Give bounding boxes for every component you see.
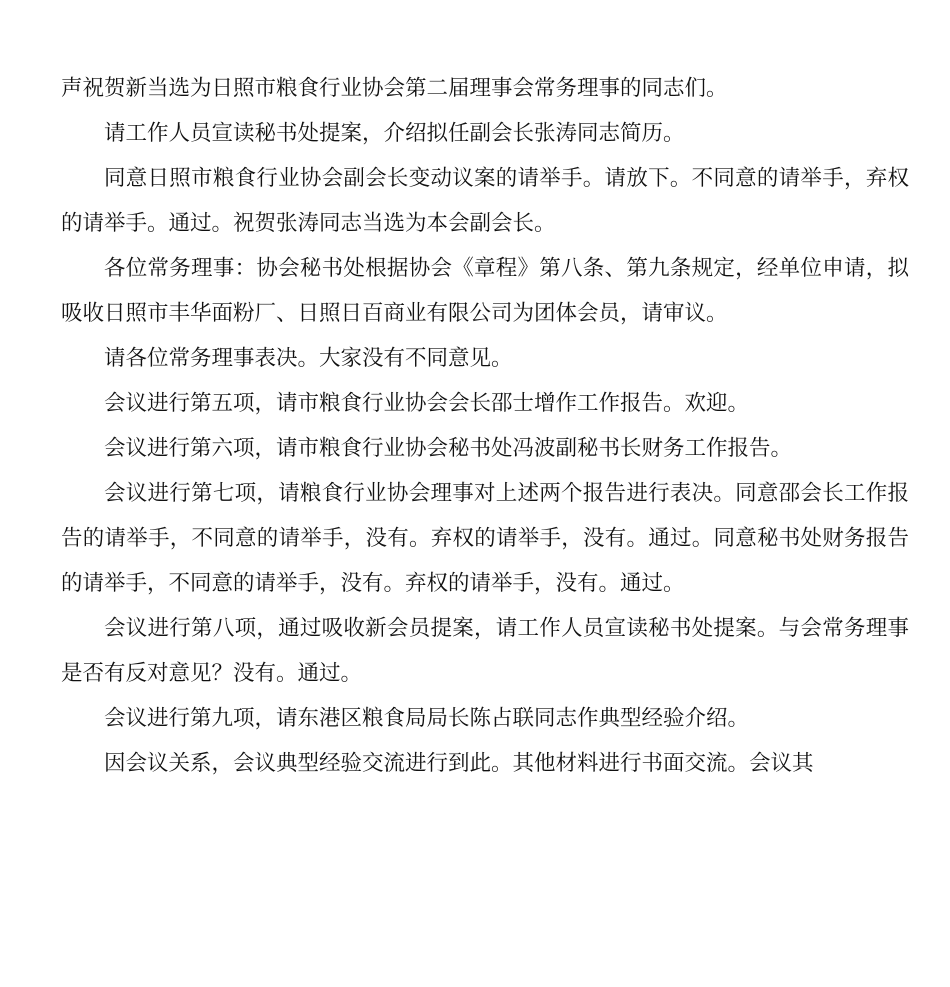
paragraph-7: 会议进行第六项，请市粮食行业协会秘书处冯波副秘书长财务工作报告。 [104, 436, 793, 461]
paragraph-3: 同意日照市粮食行业协会副会长变动议案的请举手。请放下。不同意的请举手，弃权的请举手。通过。祝贺张涛同志当选为本会副会长。 [61, 166, 909, 236]
paragraph-9: 会议进行第八项，通过吸收新会员提案，请工作人员宣读秘书处提案。与会常务理事是否有反对意见？没有。通过。 [61, 616, 909, 686]
paragraph-5: 请各位常务理事表决。大家没有不同意见。 [104, 346, 513, 371]
paragraph-2: 请工作人员宣读秘书处提案，介绍拟任副会长张涛同志简历。 [104, 121, 685, 146]
document-body [61, 66, 909, 786]
paragraph-6: 会议进行第五项，请市粮食行业协会会长邵士增作工作报告。欢迎。 [104, 391, 750, 416]
paragraph-8: 会议进行第七项，请粮食行业协会理事对上述两个报告进行表决。同意邵会长工作报告的请举手，不同意的请举手，没有。弃权的请举手，没有。通过。同意秘书处财务报告的请举手，不同意的请举手，没有。弃权的请举手，没有。通过。 [61, 481, 909, 596]
paragraph-11: 因会议关系，会议典型经验交流进行到此。其他材料进行书面交流。会议其 [104, 751, 814, 776]
paragraph-1: 声祝贺新当选为日照市粮食行业协会第二届理事会常务理事的同志们。 [61, 76, 728, 101]
paragraph-10: 会议进行第九项，请东港区粮食局局长陈占联同志作典型经验介绍。 [104, 706, 750, 731]
paragraph-4: 各位常务理事：协会秘书处根据协会《章程》第八条、第九条规定，经单位申请，拟吸收日照市丰华面粉厂、日照日百商业有限公司为团体会员，请审议。 [61, 256, 909, 326]
